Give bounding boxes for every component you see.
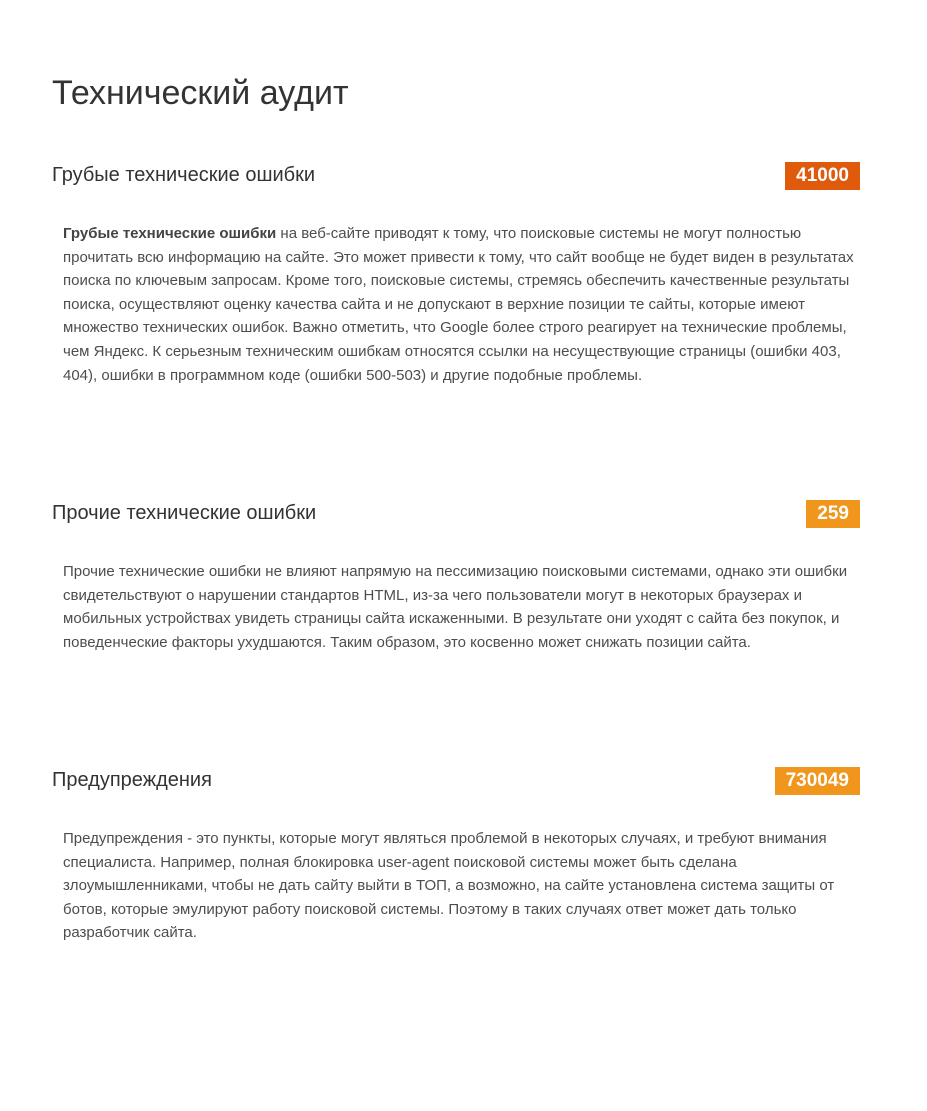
error-count-badge: 259: [806, 500, 860, 528]
section-title: Прочие технические ошибки: [52, 502, 317, 524]
section-description: [63, 560, 861, 654]
section-critical-errors: [52, 160, 860, 384]
section-description: [63, 827, 861, 945]
section-title: Предупреждения: [52, 769, 212, 791]
section-header: [52, 498, 860, 528]
section-header: [52, 765, 860, 795]
section-other-errors: [52, 498, 860, 651]
section-lead-bold: Грубые технические ошибки: [63, 225, 277, 242]
error-count-badge: 41000: [785, 162, 860, 190]
section-description-text: на веб-сайте приводят к тому, что поисковые системы не могут полностью прочитать всю информацию на сайте. Это может привести к тому, что сайт вообще не будет виден в результатах поиска по ключевым запросам. Кроме того, поисковые системы, стремясь обеспечить качественные результаты поиска, осуществляют оценку качества сайта и не допускают в верхние позиции те сайты, которые имеют множество технических ошибок. Важно отметить, что Google более строго реагирует на технические проблемы, чем Яндекс. К серьезным техническим ошибкам относятся ссылки на несуществующие страницы (ошибки 403, 404), ошибки в программном коде (ошибки 500-503) и другие подобные проблемы.: [63, 225, 854, 384]
section-description-text: Прочие технические ошибки не влияют напрямую на пессимизацию поисковыми системами, однако эти ошибки свидетельствуют о нарушении стандартов HTML, из-за чего пользователи могут в некоторых браузерах и мобильных устройствах увидеть страницы сайта искаженными. В результате они уходят с сайта без покупок, и поведенческие факторы ухудшаются. Таким образом, это косвенно может снижать позиции сайта.: [63, 563, 848, 651]
warning-count-badge: 730049: [775, 767, 860, 795]
page-title: Технический аудит: [52, 74, 349, 112]
section-header: [52, 160, 860, 190]
section-title: Грубые технические ошибки: [52, 164, 316, 186]
section-description: [63, 222, 861, 387]
section-description-text: Предупреждения - это пункты, которые могут являться проблемой в некоторых случаях, и требуют внимания специалиста. Например, полная блокировка user-agent поисковой системы может быть сделана злоумышленниками, чтобы не дать сайту выйти в ТОП, а возможно, на сайте установлена система защиты от ботов, которые эмулируют работу поисковой системы. Поэтому в таких случаях ответ может дать только разработчик сайта.: [63, 830, 835, 942]
section-warnings: [52, 765, 860, 942]
